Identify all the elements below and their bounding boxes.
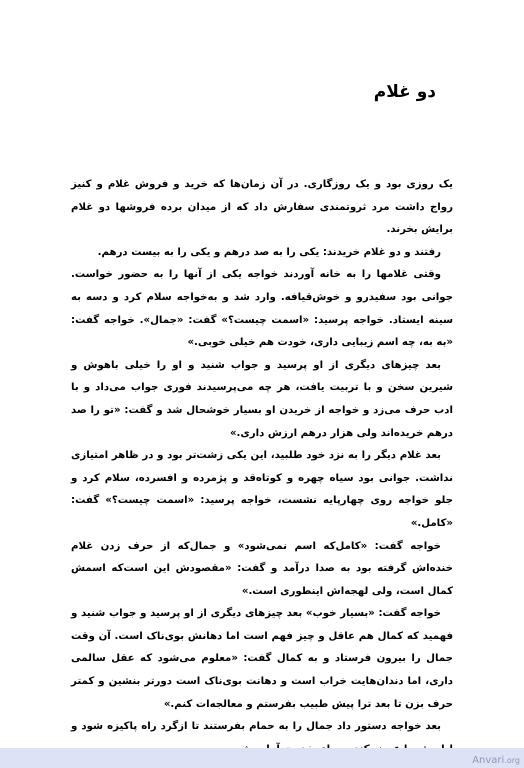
paragraph-6: خواجه گفت: «کامل‌که اسم نمی‌شود» و جمال‌که از حرف زدن غلام خنده‌اش گرفته بود به صدا درآمد و گفت: «مقصودش این است‌که اسمش کمال است، ولی لهجه‌اش اینطوری است.» <box>71 540 453 597</box>
paragraph-7: خواجه گفت: «بسیار خوب» بعد چیزهای دیگری از او پرسید و جواب شنید و فهمید که کمال هم عاقل و چیز فهم است اما دهانش بوی‌ناک است. آن وقت جمال را بیرون فرستاد و به کمال گفت: «معلوم می‌شود که عقل سالمی داری، اما دندان‌هایت خراب است و دهانت بوی‌ناک است دورتر بنشین و کمتر حرف بزن تا بعد ترا پیش طبیب بفرستم و معالجه‌ات کنم.» <box>71 608 453 710</box>
watermark-site: Anvari <box>472 755 505 766</box>
story-body <box>71 174 453 761</box>
paragraph-8: بعد خواجه دستور داد جمال را به حمام بفرستند تا ازگرد راه پاکیزه شود و <box>71 721 441 733</box>
paragraph-4: بعد چیزهای دیگری از او پرسید و جواب شنید و او را خیلی باهوش و شیرین سخن و با تربیت یافت، هر چه می‌پرسیدند فوری جواب می‌داد و با ادب حرف می‌زد و خواجه از خریدن او بسیار خوشحال شد و گفت: «تو را صد درهم خریده‌اند ولی هزار درهم ارزش داری.» <box>71 359 453 439</box>
paragraph-5: بعد غلام دیگر را به نزد خود طلبید، این یکی زشت‌تر بود و در ظاهر امتیازی نداشت. جوانی بود سیاه چهره و کوتاه‌قد و پژمرده و افسرده، سلام کرد و جلو خواجه روی چهارپایه نشست، خواجه پرسید: «اسمت چیست؟» گفت: «کامل.» <box>71 450 453 529</box>
watermark-tld: .org <box>504 756 520 765</box>
story-title: دو غلام <box>373 82 436 102</box>
paragraph-1: یک روزی بود و یک روزگاری. در آن زمان‌ها که خرید و فروش غلام و کنیز رواج داشت مرد ثروتمندی سفارش داد که از میدان برده فروشها دو غلام برایش بخرند. <box>71 179 453 236</box>
site-watermark <box>472 755 520 766</box>
footer-bar <box>0 748 524 768</box>
paragraph-3: وقتی غلامها را به خانه آوردند خواجه یکی از آنها را به حضور خواست. جوانی بود سفیدرو و خوش‌قیافه. وارد شد و به‌خواجه سلام کرد و دسه به سینه ایستاد. خواجه پرسید: «اسمت چیست؟» گفت: «جمال». خواجه گفت: «به به، چه اسم زیبایی داری، خودت هم خیلی خوبی.» <box>71 269 453 349</box>
paragraph-2: رفتند و دو غلام خریدند: یکی را به صد درهم و یکی را به بیست درهم. <box>97 246 441 258</box>
